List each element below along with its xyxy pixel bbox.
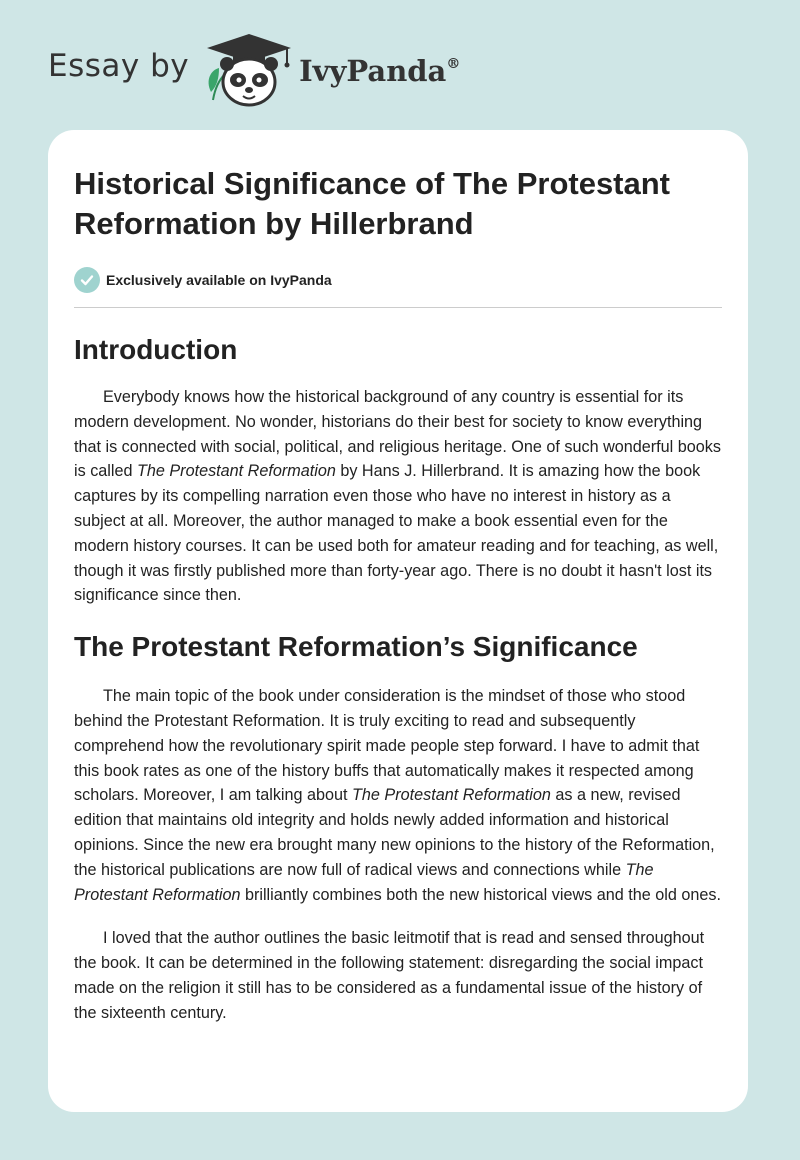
article-card — [48, 130, 748, 1112]
badge-label: Exclusively available on IvyPanda — [106, 272, 332, 288]
intro-paragraph: Everybody knows how the historical background of any country is essential for its modern development. No wonder, historians do their best for society to know everything that is connected with social, political, and religious heritage. One of such wonderful books is called The Protestant Reformation by Hans J. Hillerbrand. It is amazing how the book captures by its compelling narration even those who have no interest in history as a subject at all. Moreover, the author managed to make a book essential even for the modern history courses. It can be used both for amateur reading and for teaching, as well, though it was firstly published more than forty-year ago. There is no doubt it hasn't lost its significance since then. — [74, 388, 721, 605]
brand-prefix: Essay by — [48, 48, 190, 84]
section-heading-introduction: Introduction — [74, 334, 238, 365]
significance-paragraph-1: The main topic of the book under consideration is the mindset of those who stood behind the Protestant Reformation. It is truly exciting to read and subsequently comprehend how the revolutionary spirit made people step forward. I have to admit that this book rates as one of the history buffs that automatically makes it respected among scholars. Moreover, I am talking about The Protestant Reformation as a new, revised edition that maintains old integrity and holds newly added information and historical opinions. Since the new era brought many new opinions to the history of the Reformation, the historical publications are now full of radical views and connections while The Protestant Reformation brilliantly combines both the new historical views and the old ones. — [74, 687, 721, 904]
brand-name[interactable]: IvyPanda® — [299, 54, 461, 88]
section-heading-significance: The Protestant Reformation’s Significance — [74, 631, 638, 663]
check-icon — [74, 267, 100, 293]
divider — [74, 307, 722, 308]
article-title: Historical Significance of The Protestant Reformation by Hillerbrand — [74, 166, 671, 241]
brand-header — [48, 30, 460, 110]
exclusive-badge — [74, 266, 722, 294]
significance-paragraph-2: I loved that the author outlines the basic leitmotif that is read and sensed throughout the book. It can be determined in the following statement: disregarding the social impact made on the religion it still has to be considered as a fundamental issue of the history of the sixteenth century. — [74, 929, 705, 1022]
panda-logo-icon[interactable] — [203, 30, 295, 110]
